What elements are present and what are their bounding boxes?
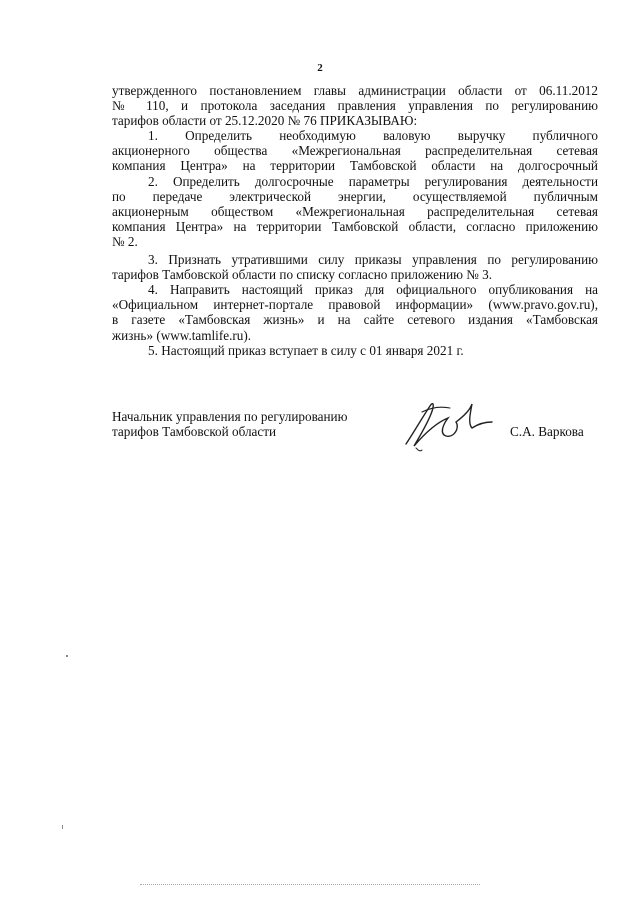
body-line: в газете «Тамбовская жизнь» и на сайте сетевого издания «Тамбовская bbox=[112, 312, 598, 328]
body-line: акционерным обществом «Межрегиональная распределительная сетевая bbox=[112, 203, 598, 219]
scan-speck bbox=[66, 655, 68, 657]
body-line: № 2. bbox=[112, 233, 138, 249]
scan-artifact-line bbox=[140, 884, 480, 887]
body-line: тарифов Тамбовской области по списку согласно приложению № 3. bbox=[112, 267, 493, 283]
paragraph-3-line: 3. Признать утратившими силу приказы управления по регулированию bbox=[148, 252, 598, 268]
body-line: компания Центра» на территории Тамбовской области на долгосрочный bbox=[112, 158, 598, 174]
body-line: утвержденного постановлением главы администрации области от 06.11.2012 bbox=[112, 83, 598, 98]
body-line: тарифов области от 25.12.2020 № 76 ПРИКАЗЫВАЮ: bbox=[112, 113, 418, 129]
body-line: компания Центра» на территории Тамбовской области, согласно приложению bbox=[112, 218, 598, 234]
paragraph-5-line: 5. Настоящий приказ вступает в силу с 01 января 2021 г. bbox=[148, 342, 464, 358]
order-body bbox=[112, 83, 598, 358]
body-line: акционерного общества «Межрегиональная распределительная сетевая bbox=[112, 143, 598, 159]
signatory-title-line: тарифов Тамбовской области bbox=[112, 423, 277, 439]
signatory-name: С.А. Варкова bbox=[510, 424, 584, 439]
paragraph-1-line: 1. Определить необходимую валовую выручку публичного bbox=[148, 128, 598, 144]
scan-speck bbox=[62, 825, 63, 829]
signatory-title bbox=[112, 410, 347, 439]
signatory-title-line: Начальник управления по регулированию bbox=[112, 409, 348, 424]
paragraph-4-line: 4. Направить настоящий приказ для официального опубликования на bbox=[148, 282, 598, 298]
paragraph-2-line: 2. Определить долгосрочные параметры регулирования деятельности bbox=[148, 173, 598, 189]
body-line: «Официальном интернет-портале правовой информации» (www.pravo.gov.ru), bbox=[112, 297, 598, 313]
body-line: по передаче электрической энергии, осуществляемой публичным bbox=[112, 188, 598, 204]
page-number: 2 bbox=[317, 62, 323, 74]
handwritten-signature bbox=[400, 392, 496, 454]
body-line: жизнь» (www.tamlife.ru). bbox=[112, 327, 252, 343]
body-line: № 110, и протокола заседания правления управления по регулированию bbox=[112, 98, 598, 114]
